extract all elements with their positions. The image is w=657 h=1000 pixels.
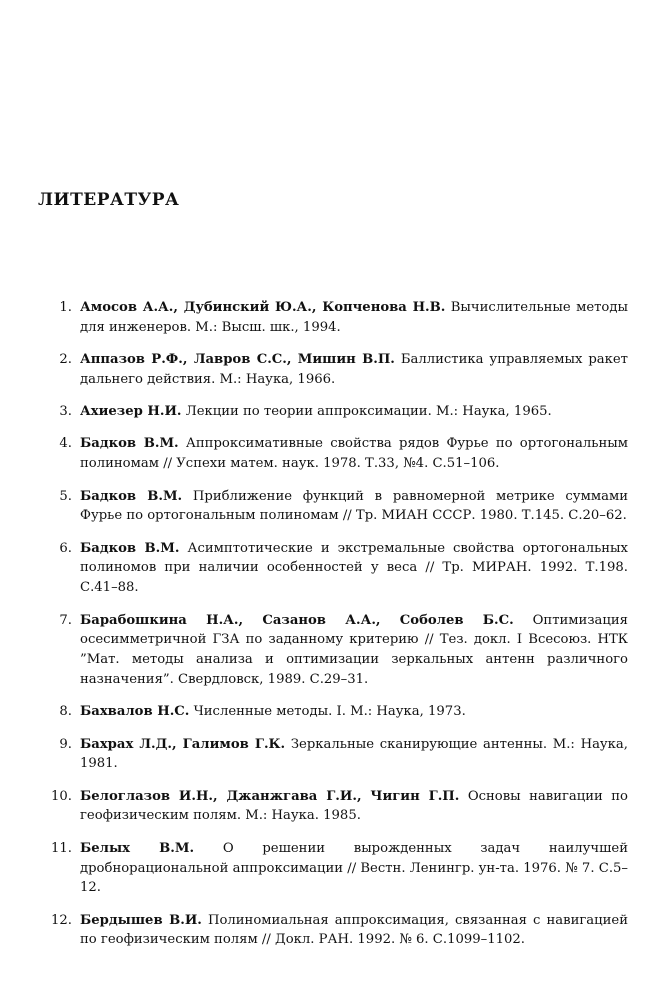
reference-number: 10. <box>51 788 72 804</box>
reference-number: 9. <box>59 736 72 752</box>
reference-number: 12. <box>51 912 72 928</box>
reference-text: Лекции по теории аппроксимации. М.: Наука, 1965. <box>185 404 552 420</box>
reference-authors: Бахвалов Н.С. <box>80 704 190 720</box>
reference-text: Приближение функций в равномерной метрике суммами Фурье по ортогональным полиномам // Тр. МИАН СССР. 1980. Т.145. С.20–62. <box>80 488 628 524</box>
list-item <box>42 787 628 827</box>
reference-number: 4. <box>59 436 72 452</box>
reference-text: Оптимизация осесимметричной ГЗА по заданному критерию // Тез. докл. I Всесоюз. НТК ”Мат. методы анализа и оптимизации зеркальных антенн различного назначения”. Свердловск, 1989. С.29–31. <box>80 612 628 687</box>
reference-number: 11. <box>51 840 72 856</box>
list-item <box>42 402 628 422</box>
reference-list <box>42 298 628 963</box>
reference-number: 5. <box>59 488 72 504</box>
reference-number: 8. <box>59 704 72 720</box>
list-item <box>42 487 628 527</box>
reference-text: Баллистика управляемых ракет дальнего действия. М.: Наука, 1966. <box>80 352 628 387</box>
list-item <box>42 611 628 690</box>
reference-text: О решении вырожденных задач наилучшей дробнорациональной аппроксимации // Вестн. Ленингр. ун-та. 1976. № 7. С.5–12. <box>80 840 628 896</box>
reference-number: 7. <box>59 612 72 628</box>
reference-authors: Ахиезер Н.И. <box>80 404 182 420</box>
list-item <box>42 702 628 722</box>
list-item <box>42 735 628 775</box>
reference-number: 2. <box>59 352 72 368</box>
reference-text: Зеркальные сканирующие антенны. М.: Наука, 1981. <box>80 736 628 772</box>
reference-text: Вычислительные методы для инженеров. М.: Высш. шк., 1994. <box>80 300 628 335</box>
reference-text: Численные методы. I. М.: Наука, 1973. <box>193 704 466 720</box>
reference-authors: Аппазов Р.Ф., Лавров С.С., Мишин В.П. <box>80 352 395 368</box>
reference-number: 1. <box>59 300 72 315</box>
reference-authors: Бадков В.М. <box>80 436 179 452</box>
reference-number: 6. <box>59 540 72 556</box>
reference-number: 3. <box>59 404 72 420</box>
list-item <box>42 434 628 474</box>
list-item <box>42 839 628 898</box>
reference-authors: Бердышев В.И. <box>80 912 202 928</box>
reference-text: Основы навигации по геофизическим полям. М.: Наука. 1985. <box>80 788 628 824</box>
reference-authors: Бадков В.М. <box>80 488 183 504</box>
reference-authors: Бахрах Л.Д., Галимов Г.К. <box>80 736 286 752</box>
list-item <box>42 298 628 338</box>
list-item <box>42 911 628 951</box>
reference-authors: Белоглазов И.Н., Джанжгава Г.И., Чигин Г.П. <box>80 788 460 804</box>
reference-text: Аппроксимативные свойства рядов Фурье по ортогональным полиномам // Успехи матем. наук. 1978. Т.33, №4. С.51–106. <box>80 436 629 472</box>
reference-authors: Барабошкина Н.А., Сазанов А.А., Соболев Б.С. <box>80 612 514 628</box>
reference-authors: Бадков В.М. <box>80 540 180 556</box>
list-item <box>42 539 628 598</box>
reference-text: Асимптотические и экстремальные свойства ортогональных полиномов при наличии особенностей у веса // Тр. МИРАН. 1992. Т.198. С.41–88. <box>80 540 628 596</box>
page-title: ЛИТЕРАТУРА <box>38 190 180 210</box>
reference-authors: Белых В.М. <box>80 840 195 856</box>
list-item <box>42 350 628 390</box>
reference-text: Полиномиальная аппроксимация, связанная с навигацией по геофизическим полям // Докл. РАН. 1992. № 6. С.1099–1102. <box>80 912 628 948</box>
reference-authors: Амосов А.А., Дубинский Ю.А., Копченова Н.В. <box>80 300 446 315</box>
